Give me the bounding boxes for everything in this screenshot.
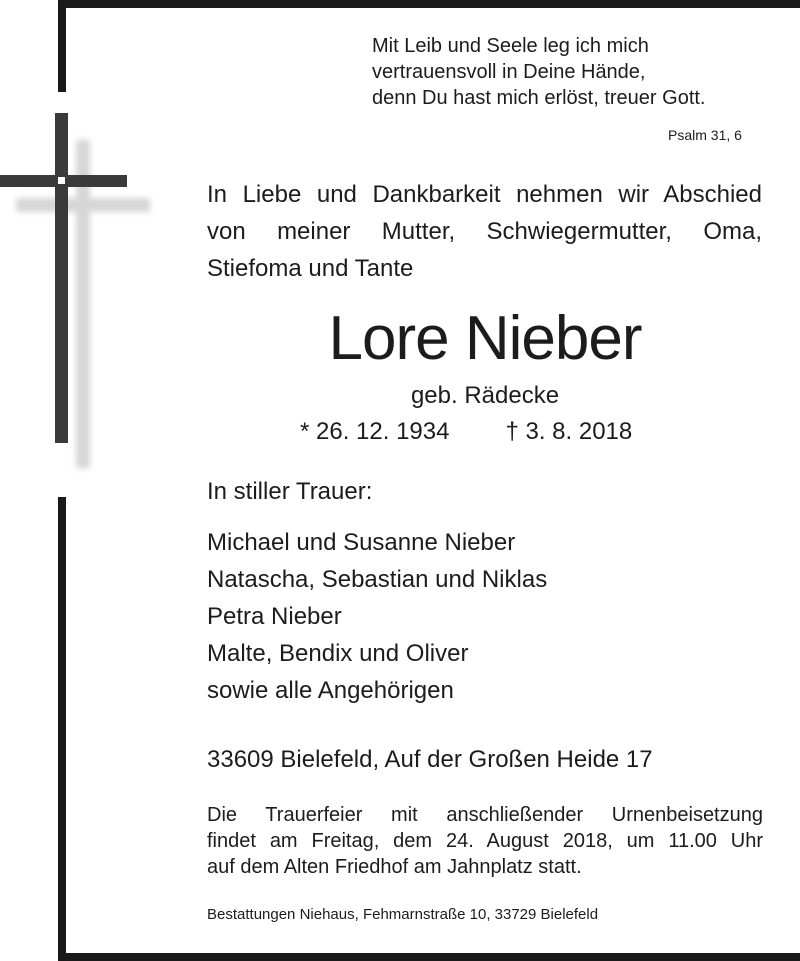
death-date: † 3. 8. 2018: [505, 418, 633, 445]
life-dates: [300, 418, 632, 446]
intro-line: Stiefoma und Tante: [207, 255, 414, 282]
frame-top-border: [58, 0, 800, 8]
mourner-entry: Michael und Susanne Nieber: [207, 529, 516, 556]
mourner-entry: Petra Nieber: [207, 603, 342, 630]
address: 33609 Bielefeld, Auf der Großen Heide 17: [207, 746, 653, 773]
cross-shadow-horizontal: [16, 198, 150, 212]
mourners-title: In stiller Trauer:: [207, 478, 373, 505]
intro-line: von meiner Mutter, Schwiegermutter, Oma,: [207, 218, 762, 245]
bible-verse: [372, 33, 706, 111]
verse-reference: Psalm 31, 6: [668, 127, 742, 143]
frame-left-border-top: [58, 0, 66, 92]
mourner-entry: Malte, Bendix und Oliver: [207, 640, 469, 667]
service-info: [207, 802, 763, 880]
intro-line: In Liebe und Dankbarkeit nehmen wir Abschied: [207, 181, 762, 208]
frame-left-border-bottom: [58, 497, 66, 961]
service-line: Die Trauerfeier mit anschließender Urnenbeisetzung: [207, 804, 763, 826]
verse-line: vertrauensvoll in Deine Hände,: [372, 61, 646, 83]
verse-line: denn Du hast mich erlöst, treuer Gott.: [372, 87, 706, 109]
birth-date: * 26. 12. 1934: [300, 418, 450, 445]
verse-line: Mit Leib und Seele leg ich mich: [372, 35, 649, 57]
undertaker-info: Bestattungen Niehaus, Fehmarnstraße 10, 33729 Bielefeld: [207, 906, 599, 923]
maiden-name: geb. Rädecke: [410, 382, 560, 409]
frame-bottom-border: [58, 953, 800, 961]
mourner-entry: Natascha, Sebastian und Niklas: [207, 566, 548, 593]
service-line: auf dem Alten Friedhof am Jahnplatz statt.: [207, 856, 582, 878]
cross-center: [58, 177, 65, 184]
service-line: findet am Freitag, dem 24. August 2018, um 11.00 Uhr: [207, 830, 763, 852]
mourners-list: [207, 524, 547, 709]
deceased-name: Lore Nieber: [328, 304, 642, 373]
intro-text: [207, 176, 762, 287]
mourner-entry: sowie alle Angehörigen: [207, 677, 454, 704]
